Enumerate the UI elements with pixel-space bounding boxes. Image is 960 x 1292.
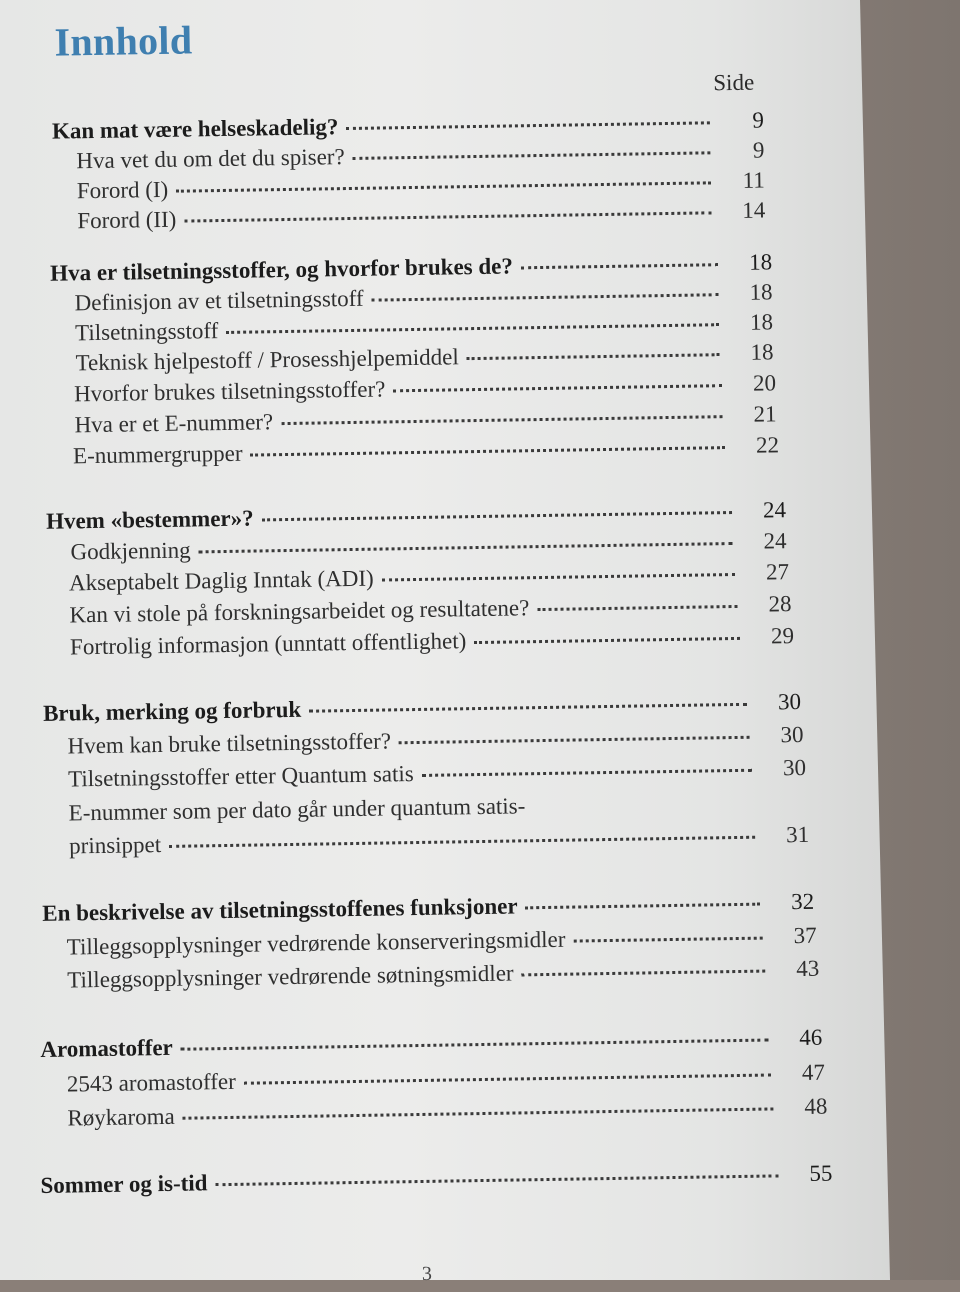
toc-page-number: 18 [749, 309, 774, 335]
leader-dots [183, 1107, 774, 1119]
leader-dots [474, 637, 740, 644]
toc-page-number: 14 [742, 197, 766, 223]
toc-page-number: 20 [752, 370, 777, 396]
toc-page-number: 29 [770, 623, 795, 649]
toc-item-label: E-nummergrupper [72, 440, 243, 469]
toc-item-label-wrapped: E-nummer som per dato går under quantum satis- [68, 793, 526, 826]
toc-page-number: 18 [748, 249, 773, 275]
toc-page-number: 48 [804, 1093, 828, 1119]
leader-dots [522, 970, 766, 977]
toc-heading-label: Sommer og is-tid [40, 1170, 208, 1198]
toc-item-label: Kan vi stole på forskningsarbeidet og resultatene? [69, 595, 530, 628]
leader-dots [573, 937, 762, 943]
page-footer-number: 3 [421, 1262, 433, 1285]
leader-dots [393, 384, 722, 392]
toc-page-number: 24 [763, 528, 787, 554]
toc-heading-label: Aromastoffer [40, 1034, 173, 1062]
leader-dots [467, 353, 720, 360]
toc-page-number: 21 [753, 401, 777, 427]
toc-item-label: Røykaroma [67, 1103, 175, 1131]
toc-item-label: prinsippet [68, 832, 162, 859]
leader-dots [526, 903, 761, 910]
leader-dots [372, 293, 719, 301]
leader-dots [169, 836, 755, 848]
toc-page-number: 9 [752, 137, 765, 163]
toc-page-number: 28 [768, 591, 792, 617]
toc-item-label: Teknisk hjelpestoff / Prosesshjelpemiddel [75, 344, 459, 376]
toc-heading-label: En beskrivelse av tilsetningsstoffenes funksjoner [42, 893, 518, 926]
toc-item-label: Forord (I) [76, 176, 169, 204]
leader-dots [251, 446, 726, 456]
leader-dots [309, 703, 747, 713]
leader-dots [353, 151, 711, 160]
toc-heading[interactable] [40, 1159, 832, 1201]
toc-item-label: Hvem kan bruke tilsetningsstoffer? [67, 728, 392, 759]
toc-heading-label: Hva er tilsetningsstoffer, og hvorfor brukes de? [49, 253, 514, 286]
toc-item-label: 2543 aromastoffer [66, 1068, 236, 1097]
toc-item-label: Akseptabelt Daglig Inntak (ADI) [68, 565, 374, 596]
page-title: Innhold [54, 17, 193, 65]
toc-item-label: Hva vet du om det du spiser? [76, 144, 345, 174]
leader-dots [244, 1073, 771, 1084]
toc-page-number: 18 [749, 279, 773, 305]
toc-page-number: 43 [796, 955, 820, 982]
toc-page-number: 31 [785, 821, 810, 848]
toc-heading-label: Bruk, merking og forbruk [42, 696, 302, 726]
side-column-label: Side [713, 69, 755, 96]
leader-dots [184, 211, 711, 222]
leader-dots [346, 121, 710, 130]
toc-item-label: Tilsetningsstoffer etter Quantum satis [67, 761, 414, 792]
toc-item-label: Definisjon av et tilsetningsstoff [74, 285, 364, 316]
toc-item-label: Hva er et E-nummer? [74, 409, 274, 438]
toc-page-number: 32 [790, 888, 815, 915]
leader-dots [422, 769, 752, 777]
toc-item-label: Hvorfor brukes tilsetningsstoffer? [73, 376, 386, 407]
toc-page-number: 30 [780, 721, 804, 748]
toc-page-number: 46 [799, 1024, 823, 1051]
toc-page-number: 9 [752, 107, 765, 133]
toc-item-label: Tilleggsopplysninger vedrørende konserveringsmidler [66, 926, 566, 960]
toc-page-number: 18 [750, 339, 774, 365]
leader-dots [181, 1039, 769, 1051]
toc-page-number: 11 [742, 167, 766, 193]
toc-page-number: 37 [793, 922, 817, 949]
toc-item-label: Fortrolig informasjon (unntatt offentlighet) [69, 628, 467, 660]
toc-page-number: 24 [762, 497, 787, 523]
toc-heading-label: Kan mat være helseskadelig? [51, 114, 339, 144]
leader-dots [537, 605, 737, 611]
toc-page-number: 55 [809, 1160, 833, 1186]
leader-dots [226, 323, 719, 334]
leader-dots [281, 415, 722, 425]
leader-dots [199, 542, 733, 553]
toc-heading-label: Hvem «bestemmer»? [45, 505, 254, 534]
leader-dots [215, 1174, 778, 1186]
leader-dots [176, 181, 711, 192]
toc-page-number: 47 [801, 1059, 826, 1085]
leader-dots [382, 573, 735, 582]
toc-page-number: 30 [777, 688, 802, 715]
toc-item-label: Tilsetningsstoff [74, 318, 219, 346]
leader-dots [262, 511, 732, 521]
toc-item[interactable] [67, 1092, 827, 1134]
leader-dots [399, 736, 750, 745]
toc-item-label: Tilleggsopplysninger vedrørende søtningsmidler [67, 960, 514, 993]
toc-page-number: 22 [755, 432, 780, 458]
toc-page-number: 30 [782, 754, 807, 781]
toc-item-label: Godkjenning [70, 537, 191, 565]
toc-page-number: 27 [765, 559, 790, 585]
leader-dots [521, 263, 718, 269]
toc-item-label: Forord (II) [77, 206, 177, 234]
